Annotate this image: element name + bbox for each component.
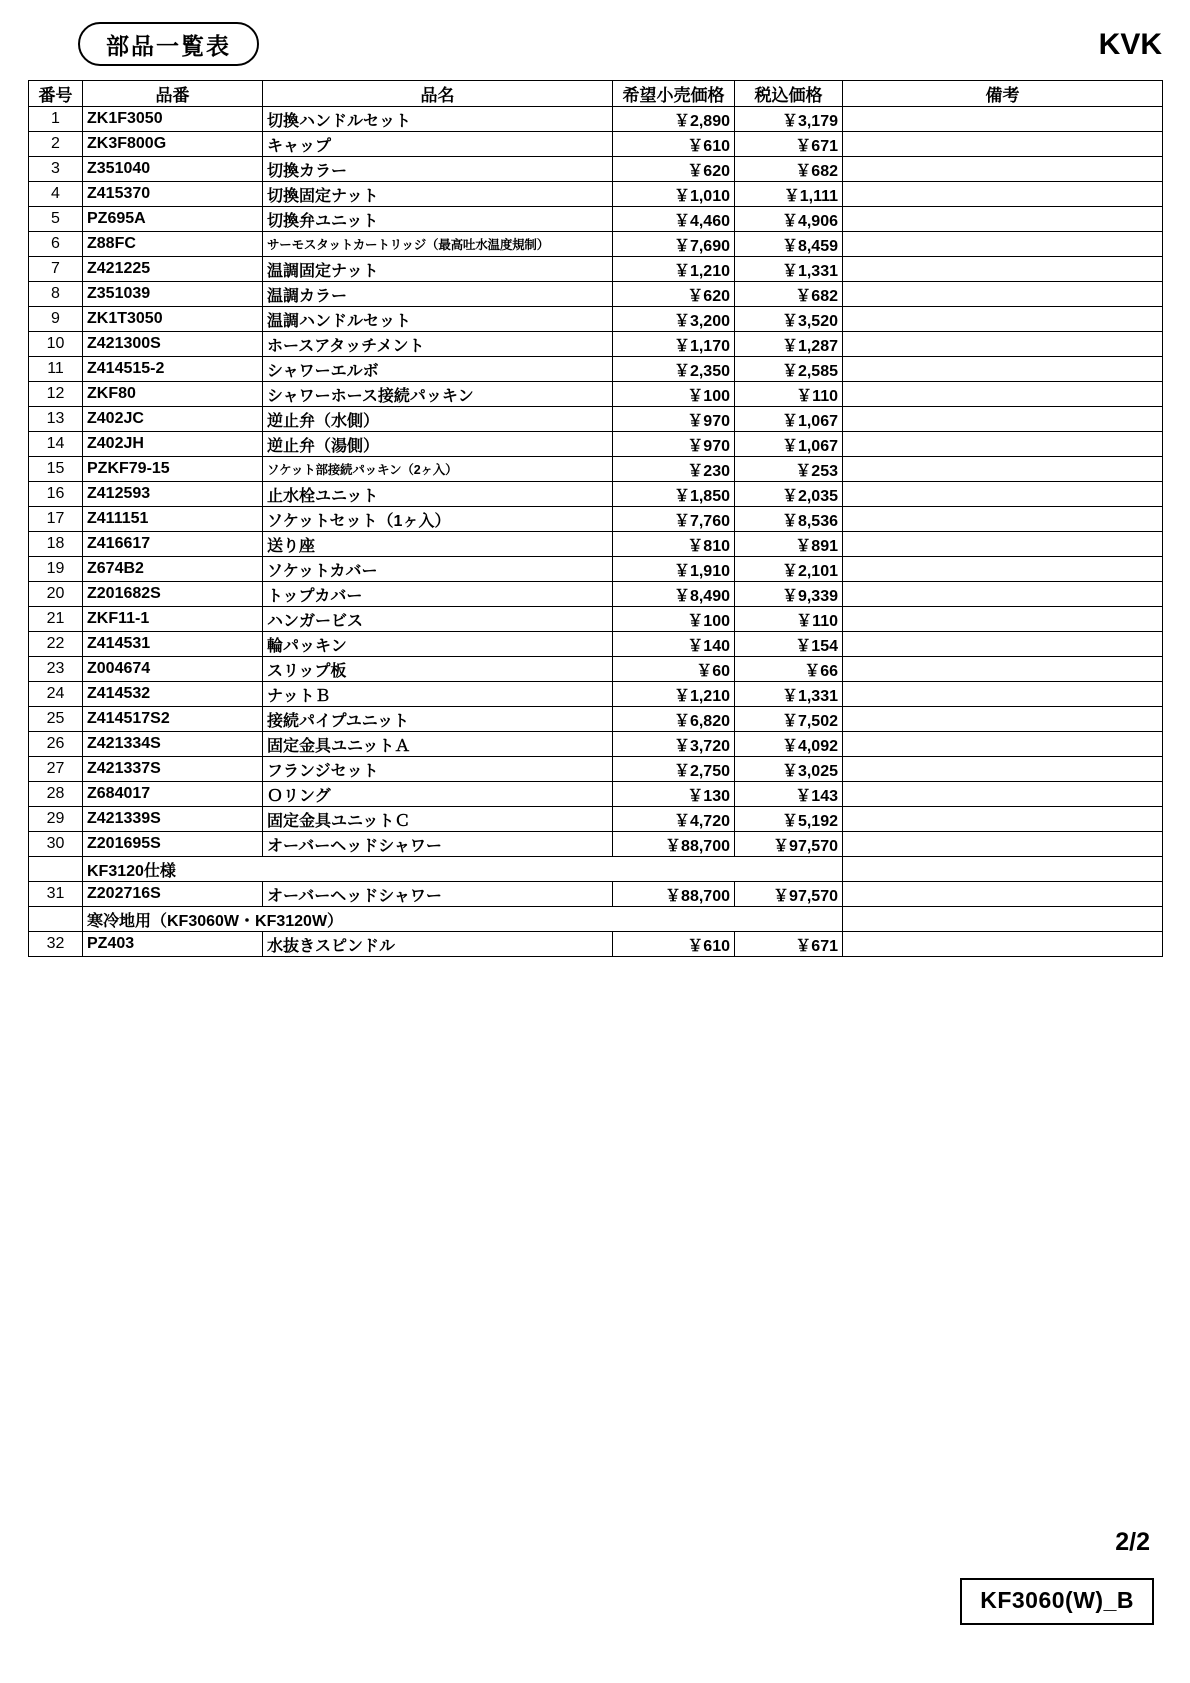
- cell-name: トップカバー: [263, 582, 613, 607]
- table-row: [29, 882, 1163, 907]
- cell-note: [843, 357, 1163, 382]
- cell-tax: ￥8,459: [735, 232, 843, 257]
- cell-note: [843, 607, 1163, 632]
- cell-code: Z351039: [83, 282, 263, 307]
- cell-tax: ￥110: [735, 607, 843, 632]
- cell-no: 6: [29, 232, 83, 257]
- cell-tax: ￥1,067: [735, 432, 843, 457]
- cell-note: [843, 432, 1163, 457]
- cell-note: [843, 782, 1163, 807]
- cell-name: ソケットカバー: [263, 557, 613, 582]
- cell-name: 切換ハンドルセット: [263, 107, 613, 132]
- cell-price: ￥610: [613, 132, 735, 157]
- cell-note: [843, 132, 1163, 157]
- cell-note: [843, 832, 1163, 857]
- column-header-tax: 税込価格: [735, 81, 843, 107]
- table-row: [29, 607, 1163, 632]
- cell-price: ￥2,750: [613, 757, 735, 782]
- cell-code: PZ695A: [83, 207, 263, 232]
- cell-no: 20: [29, 582, 83, 607]
- parts-list-table: [28, 80, 1163, 957]
- cell-no: 4: [29, 182, 83, 207]
- cell-tax: ￥1,111: [735, 182, 843, 207]
- cell-name: ソケット部接続パッキン（2ヶ入）: [263, 457, 613, 482]
- table-row: [29, 257, 1163, 282]
- cell-tax: ￥1,331: [735, 682, 843, 707]
- cell-note: [843, 907, 1163, 932]
- cell-no: 1: [29, 107, 83, 132]
- cell-name: 送り座: [263, 532, 613, 557]
- cell-price: ￥1,210: [613, 682, 735, 707]
- cell-note: [843, 232, 1163, 257]
- cell-no: 16: [29, 482, 83, 507]
- cell-code: Z201695S: [83, 832, 263, 857]
- table-row: [29, 932, 1163, 957]
- cell-no: 18: [29, 532, 83, 557]
- table-row: [29, 432, 1163, 457]
- cell-code: Z201682S: [83, 582, 263, 607]
- cell-no: 15: [29, 457, 83, 482]
- table-row: [29, 632, 1163, 657]
- cell-name: サーモスタットカートリッジ（最高吐水温度規制）: [263, 232, 613, 257]
- cell-code: Z421339S: [83, 807, 263, 832]
- cell-code: Z421225: [83, 257, 263, 282]
- cell-code: Z674B2: [83, 557, 263, 582]
- cell-name: シャワーホース接続パッキン: [263, 382, 613, 407]
- cell-price: ￥88,700: [613, 832, 735, 857]
- table-subheader-row: [29, 857, 1163, 882]
- cell-code: Z421300S: [83, 332, 263, 357]
- cell-name: 切換固定ナット: [263, 182, 613, 207]
- cell-note: [843, 657, 1163, 682]
- cell-code: Z416617: [83, 532, 263, 557]
- table-row: [29, 357, 1163, 382]
- cell-price: ￥4,460: [613, 207, 735, 232]
- cell-tax: ￥891: [735, 532, 843, 557]
- cell-code: ZK1T3050: [83, 307, 263, 332]
- cell-name: 温調固定ナット: [263, 257, 613, 282]
- table-row: [29, 182, 1163, 207]
- cell-tax: ￥97,570: [735, 832, 843, 857]
- table-row: [29, 157, 1163, 182]
- cell-price: ￥3,720: [613, 732, 735, 757]
- cell-name: ハンガービス: [263, 607, 613, 632]
- cell-note: [843, 682, 1163, 707]
- cell-no: 30: [29, 832, 83, 857]
- cell-price: ￥810: [613, 532, 735, 557]
- cell-name: シャワーエルボ: [263, 357, 613, 382]
- cell-name: スリップ板: [263, 657, 613, 682]
- cell-note: [843, 857, 1163, 882]
- brand-logo: KVK: [1098, 28, 1162, 61]
- table-row: [29, 132, 1163, 157]
- page-title: 部品一覧表: [78, 22, 259, 66]
- cell-code: Z412593: [83, 482, 263, 507]
- model-code-badge: KF3060(W)_B: [960, 1578, 1154, 1625]
- cell-note: [843, 932, 1163, 957]
- cell-tax: ￥9,339: [735, 582, 843, 607]
- column-header-code: 品番: [83, 81, 263, 107]
- cell-code: Z414531: [83, 632, 263, 657]
- cell-tax: ￥2,035: [735, 482, 843, 507]
- cell-no: 25: [29, 707, 83, 732]
- table-row: [29, 457, 1163, 482]
- cell-note: [843, 632, 1163, 657]
- cell-tax: ￥3,520: [735, 307, 843, 332]
- cell-price: ￥1,010: [613, 182, 735, 207]
- cell-price: ￥970: [613, 432, 735, 457]
- cell-name: 接続パイプユニット: [263, 707, 613, 732]
- cell-code: Z414532: [83, 682, 263, 707]
- cell-tax: ￥4,906: [735, 207, 843, 232]
- cell-name: 固定金具ユニットＣ: [263, 807, 613, 832]
- table-row: [29, 657, 1163, 682]
- cell-code: Z414515-2: [83, 357, 263, 382]
- cell-name: 切換弁ユニット: [263, 207, 613, 232]
- cell-no: 7: [29, 257, 83, 282]
- cell-note: [843, 882, 1163, 907]
- cell-no: 17: [29, 507, 83, 532]
- cell-tax: ￥1,331: [735, 257, 843, 282]
- table-header-row: [29, 81, 1163, 107]
- table-row: [29, 757, 1163, 782]
- cell-name: フランジセット: [263, 757, 613, 782]
- subheader-label: KF3120仕様: [83, 857, 843, 882]
- cell-code: ZK3F800G: [83, 132, 263, 157]
- cell-tax: ￥3,025: [735, 757, 843, 782]
- cell-name: オーバーヘッドシャワー: [263, 882, 613, 907]
- cell-tax: ￥253: [735, 457, 843, 482]
- cell-code: Z415370: [83, 182, 263, 207]
- cell-price: ￥3,200: [613, 307, 735, 332]
- cell-name: 水抜きスピンドル: [263, 932, 613, 957]
- cell-tax: ￥154: [735, 632, 843, 657]
- cell-code: Z351040: [83, 157, 263, 182]
- cell-no: 5: [29, 207, 83, 232]
- cell-note: [843, 157, 1163, 182]
- table-row: [29, 107, 1163, 132]
- cell-no: 14: [29, 432, 83, 457]
- table-row: [29, 557, 1163, 582]
- column-header-price: 希望小売価格: [613, 81, 735, 107]
- cell-price: ￥2,350: [613, 357, 735, 382]
- cell-code: Z202716S: [83, 882, 263, 907]
- cell-tax: ￥110: [735, 382, 843, 407]
- column-header-no: 番号: [29, 81, 83, 107]
- cell-name: ホースアタッチメント: [263, 332, 613, 357]
- cell-name: 切換カラー: [263, 157, 613, 182]
- cell-name: 止水栓ユニット: [263, 482, 613, 507]
- cell-note: [843, 457, 1163, 482]
- cell-no: 21: [29, 607, 83, 632]
- cell-code: ZKF11-1: [83, 607, 263, 632]
- cell-price: ￥230: [613, 457, 735, 482]
- cell-price: ￥620: [613, 282, 735, 307]
- cell-name: ナットＢ: [263, 682, 613, 707]
- cell-code: ZK1F3050: [83, 107, 263, 132]
- table-header: [29, 81, 1163, 107]
- table-row: [29, 682, 1163, 707]
- cell-price: ￥4,720: [613, 807, 735, 832]
- subheader-label: 寒冷地用（KF3060W・KF3120W）: [83, 907, 843, 932]
- table-row: [29, 407, 1163, 432]
- cell-no: 27: [29, 757, 83, 782]
- cell-no: 9: [29, 307, 83, 332]
- cell-no: 8: [29, 282, 83, 307]
- cell-no: 12: [29, 382, 83, 407]
- cell-price: ￥1,210: [613, 257, 735, 282]
- cell-name: 輪パッキン: [263, 632, 613, 657]
- cell-note: [843, 257, 1163, 282]
- cell-code: Z421337S: [83, 757, 263, 782]
- column-header-note: 備考: [843, 81, 1163, 107]
- table-row: [29, 707, 1163, 732]
- cell-price: ￥6,820: [613, 707, 735, 732]
- cell-no: 24: [29, 682, 83, 707]
- cell-note: [843, 207, 1163, 232]
- cell-code: Z402JH: [83, 432, 263, 457]
- cell-note: [843, 707, 1163, 732]
- cell-name: 温調カラー: [263, 282, 613, 307]
- cell-note: [843, 282, 1163, 307]
- cell-tax: ￥5,192: [735, 807, 843, 832]
- cell-note: [843, 557, 1163, 582]
- table-row: [29, 807, 1163, 832]
- cell-no: 19: [29, 557, 83, 582]
- cell-price: ￥1,170: [613, 332, 735, 357]
- cell-no: 11: [29, 357, 83, 382]
- cell-name: 温調ハンドルセット: [263, 307, 613, 332]
- cell-price: ￥60: [613, 657, 735, 682]
- table-row: [29, 382, 1163, 407]
- cell-price: ￥610: [613, 932, 735, 957]
- cell-no: 13: [29, 407, 83, 432]
- cell-code: ZKF80: [83, 382, 263, 407]
- cell-note: [843, 757, 1163, 782]
- table-row: [29, 507, 1163, 532]
- cell-tax: ￥671: [735, 932, 843, 957]
- table-row: [29, 282, 1163, 307]
- cell-price: ￥7,690: [613, 232, 735, 257]
- page-number: 2/2: [1115, 1528, 1150, 1556]
- table-row: [29, 582, 1163, 607]
- table-body: [29, 107, 1163, 957]
- cell-note: [843, 307, 1163, 332]
- cell-no: [29, 857, 83, 882]
- cell-code: Z402JC: [83, 407, 263, 432]
- cell-tax: ￥143: [735, 782, 843, 807]
- cell-no: 31: [29, 882, 83, 907]
- column-header-name: 品名: [263, 81, 613, 107]
- cell-code: Z414517S2: [83, 707, 263, 732]
- cell-no: 26: [29, 732, 83, 757]
- cell-no: 28: [29, 782, 83, 807]
- table-row: [29, 232, 1163, 257]
- cell-tax: ￥671: [735, 132, 843, 157]
- cell-price: ￥620: [613, 157, 735, 182]
- cell-note: [843, 407, 1163, 432]
- cell-price: ￥130: [613, 782, 735, 807]
- cell-no: [29, 907, 83, 932]
- cell-note: [843, 582, 1163, 607]
- cell-no: 23: [29, 657, 83, 682]
- cell-price: ￥1,850: [613, 482, 735, 507]
- cell-price: ￥88,700: [613, 882, 735, 907]
- cell-code: Z88FC: [83, 232, 263, 257]
- cell-tax: ￥7,502: [735, 707, 843, 732]
- cell-no: 3: [29, 157, 83, 182]
- cell-note: [843, 382, 1163, 407]
- table-row: [29, 482, 1163, 507]
- cell-note: [843, 107, 1163, 132]
- table-row: [29, 207, 1163, 232]
- cell-tax: ￥1,287: [735, 332, 843, 357]
- cell-tax: ￥1,067: [735, 407, 843, 432]
- table-row: [29, 732, 1163, 757]
- cell-note: [843, 507, 1163, 532]
- page-header: [28, 22, 1162, 68]
- cell-price: ￥2,890: [613, 107, 735, 132]
- cell-code: Z411151: [83, 507, 263, 532]
- cell-name: 逆止弁（水側）: [263, 407, 613, 432]
- cell-code: PZ403: [83, 932, 263, 957]
- cell-price: ￥7,760: [613, 507, 735, 532]
- table-subheader-row: [29, 907, 1163, 932]
- cell-note: [843, 182, 1163, 207]
- cell-tax: ￥2,101: [735, 557, 843, 582]
- cell-price: ￥970: [613, 407, 735, 432]
- table-row: [29, 532, 1163, 557]
- cell-note: [843, 807, 1163, 832]
- cell-code: PZKF79-15: [83, 457, 263, 482]
- cell-price: ￥100: [613, 607, 735, 632]
- cell-tax: ￥682: [735, 282, 843, 307]
- cell-tax: ￥682: [735, 157, 843, 182]
- cell-name: 固定金具ユニットＡ: [263, 732, 613, 757]
- cell-no: 32: [29, 932, 83, 957]
- cell-note: [843, 532, 1163, 557]
- cell-note: [843, 482, 1163, 507]
- cell-name: オーバーヘッドシャワー: [263, 832, 613, 857]
- cell-code: Z684017: [83, 782, 263, 807]
- cell-code: Z421334S: [83, 732, 263, 757]
- cell-price: ￥8,490: [613, 582, 735, 607]
- cell-tax: ￥8,536: [735, 507, 843, 532]
- table-row: [29, 332, 1163, 357]
- cell-tax: ￥2,585: [735, 357, 843, 382]
- cell-tax: ￥97,570: [735, 882, 843, 907]
- cell-no: 29: [29, 807, 83, 832]
- cell-note: [843, 332, 1163, 357]
- table-row: [29, 307, 1163, 332]
- cell-tax: ￥66: [735, 657, 843, 682]
- cell-note: [843, 732, 1163, 757]
- cell-code: Z004674: [83, 657, 263, 682]
- cell-name: キャップ: [263, 132, 613, 157]
- cell-price: ￥100: [613, 382, 735, 407]
- table-row: [29, 832, 1163, 857]
- cell-price: ￥1,910: [613, 557, 735, 582]
- cell-name: 逆止弁（湯側）: [263, 432, 613, 457]
- cell-name: Ｏリング: [263, 782, 613, 807]
- cell-tax: ￥4,092: [735, 732, 843, 757]
- cell-no: 22: [29, 632, 83, 657]
- cell-no: 2: [29, 132, 83, 157]
- cell-tax: ￥3,179: [735, 107, 843, 132]
- table-row: [29, 782, 1163, 807]
- cell-name: ソケットセット（1ヶ入）: [263, 507, 613, 532]
- cell-price: ￥140: [613, 632, 735, 657]
- cell-no: 10: [29, 332, 83, 357]
